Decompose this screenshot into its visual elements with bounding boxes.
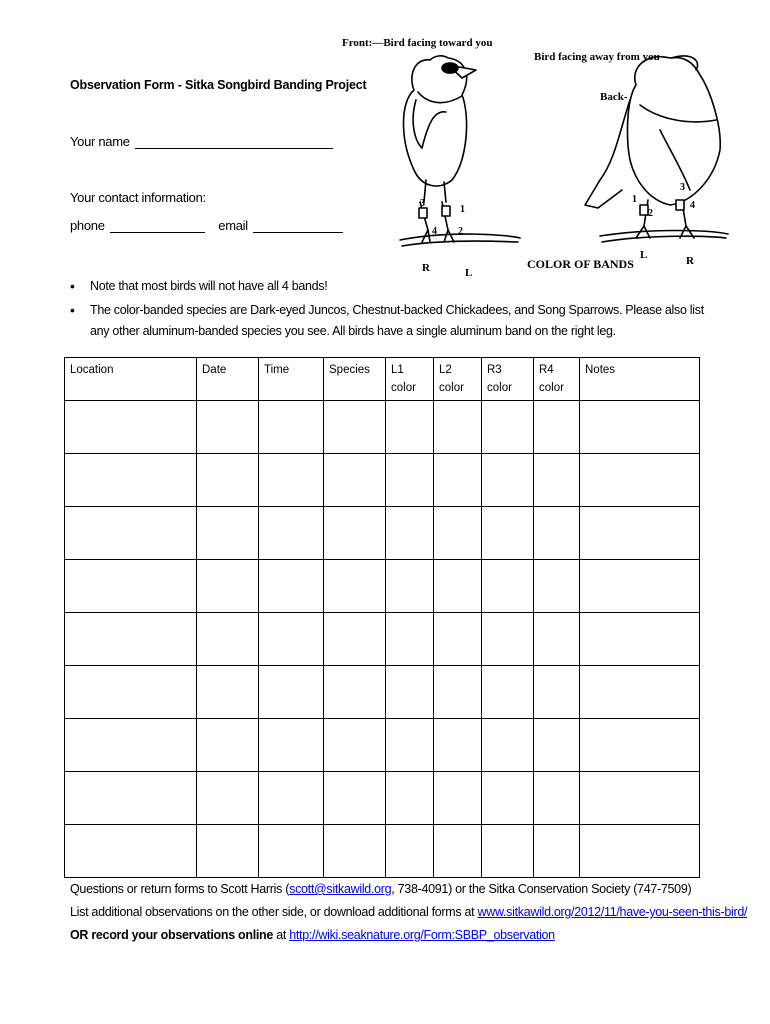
table-cell[interactable] xyxy=(259,719,324,772)
name-input-line[interactable] xyxy=(135,135,333,149)
table-cell[interactable] xyxy=(197,401,259,454)
table-cell[interactable] xyxy=(386,401,434,454)
table-cell[interactable] xyxy=(65,719,197,772)
table-cell[interactable] xyxy=(324,666,386,719)
table-cell[interactable] xyxy=(534,772,580,825)
observation-table xyxy=(64,357,700,878)
contact-label: Your contact information: xyxy=(70,190,206,205)
table-cell[interactable] xyxy=(324,719,386,772)
footer-online-line xyxy=(70,924,747,947)
table-cell[interactable] xyxy=(534,613,580,666)
table-cell[interactable] xyxy=(259,401,324,454)
table-cell[interactable] xyxy=(534,825,580,878)
table-cell[interactable] xyxy=(580,613,700,666)
table-cell[interactable] xyxy=(534,719,580,772)
table-cell[interactable] xyxy=(434,454,482,507)
table-row xyxy=(65,666,700,719)
back-band-4: 4 xyxy=(690,200,695,211)
back-band-1: 1 xyxy=(632,194,637,205)
table-cell[interactable] xyxy=(434,507,482,560)
table-cell[interactable] xyxy=(482,772,534,825)
name-field-row xyxy=(70,134,333,149)
front-band-1: 1 xyxy=(460,204,465,215)
table-cell[interactable] xyxy=(259,507,324,560)
table-cell[interactable] xyxy=(324,560,386,613)
table-row xyxy=(65,719,700,772)
table-cell[interactable] xyxy=(65,666,197,719)
column-header-label: L2 xyxy=(439,364,452,376)
bird-band-diagram xyxy=(330,30,740,280)
table-row xyxy=(65,454,700,507)
back-band-2: 2 xyxy=(648,208,653,219)
table-cell[interactable] xyxy=(197,719,259,772)
footer-text: List additional observations on the other side, or download additional forms at xyxy=(70,905,478,919)
table-cell[interactable] xyxy=(386,719,434,772)
footer-contact-line xyxy=(70,878,747,901)
table-cell[interactable] xyxy=(65,560,197,613)
phone-input-line[interactable] xyxy=(110,219,205,233)
table-cell[interactable] xyxy=(259,825,324,878)
bands-label: COLOR OF BANDS xyxy=(527,257,634,271)
front-band-2: 2 xyxy=(458,226,463,237)
contact-email-link[interactable]: scott@sitkawild.org xyxy=(289,882,392,896)
column-header-label: Notes xyxy=(585,364,616,376)
table-cell[interactable] xyxy=(65,507,197,560)
email-label: email xyxy=(218,218,248,233)
column-header-sublabel: color xyxy=(539,382,564,394)
table-cell[interactable] xyxy=(534,666,580,719)
table-cell[interactable] xyxy=(65,401,197,454)
column-header-label: R3 xyxy=(487,364,502,376)
column-header xyxy=(259,358,324,401)
front-right-leg-label: R xyxy=(422,262,430,274)
table-cell[interactable] xyxy=(197,560,259,613)
table-cell[interactable] xyxy=(386,613,434,666)
front-caption: Front:—Bird facing toward you xyxy=(342,37,493,49)
table-cell[interactable] xyxy=(386,666,434,719)
table-row xyxy=(65,772,700,825)
table-cell[interactable] xyxy=(580,719,700,772)
column-header-sublabel: color xyxy=(487,382,512,394)
table-cell[interactable] xyxy=(65,772,197,825)
table-cell[interactable] xyxy=(324,401,386,454)
table-cell[interactable] xyxy=(197,772,259,825)
column-header-label: Location xyxy=(70,364,114,376)
table-cell[interactable] xyxy=(434,560,482,613)
footer-text: at xyxy=(273,928,290,942)
instructions xyxy=(70,276,710,345)
table-row xyxy=(65,825,700,878)
footer xyxy=(70,878,747,947)
table-cell[interactable] xyxy=(324,613,386,666)
form-title: Observation Form - Sitka Songbird Banding Project xyxy=(70,78,367,92)
table-cell[interactable] xyxy=(65,613,197,666)
note-bullet: • The color-banded species are Dark-eyed Juncos, Chestnut-backed Chickadees, and Song Sparrows. Please also list any other aluminum-banded species you see. All birds have a single aluminum band on the right leg. xyxy=(70,300,710,342)
column-header xyxy=(534,358,580,401)
download-forms-link[interactable]: www.sitkawild.org/2012/11/have-you-seen-this-bird/ xyxy=(477,905,748,919)
table-cell[interactable] xyxy=(534,454,580,507)
back-left-leg-label: L xyxy=(640,249,648,261)
table-cell[interactable] xyxy=(386,454,434,507)
table-cell[interactable] xyxy=(197,825,259,878)
table-cell[interactable] xyxy=(259,454,324,507)
table-cell[interactable] xyxy=(434,666,482,719)
table-cell[interactable] xyxy=(482,666,534,719)
column-header xyxy=(197,358,259,401)
table-cell[interactable] xyxy=(259,560,324,613)
column-header-label: R4 xyxy=(539,364,554,376)
table-cell[interactable] xyxy=(259,666,324,719)
table-cell[interactable] xyxy=(482,560,534,613)
table-cell[interactable] xyxy=(386,772,434,825)
table-cell[interactable] xyxy=(386,825,434,878)
table-cell[interactable] xyxy=(324,454,386,507)
back-label: Back- xyxy=(600,91,628,103)
footer-text: Questions or return forms to Scott Harris ( xyxy=(70,882,290,896)
contact-field-row xyxy=(70,218,343,233)
table-header-row xyxy=(65,358,700,401)
table-cell[interactable] xyxy=(197,507,259,560)
table-cell[interactable] xyxy=(65,825,197,878)
table-cell[interactable] xyxy=(534,401,580,454)
table-cell[interactable] xyxy=(434,772,482,825)
back-band-3: 3 xyxy=(680,182,685,193)
table-cell[interactable] xyxy=(324,772,386,825)
table-cell[interactable] xyxy=(434,401,482,454)
front-bird-icon xyxy=(400,56,520,246)
column-header-sublabel: color xyxy=(391,382,416,394)
column-header xyxy=(65,358,197,401)
table-cell[interactable] xyxy=(434,825,482,878)
back-bird-icon xyxy=(585,56,728,242)
table-cell[interactable] xyxy=(386,507,434,560)
table-cell[interactable] xyxy=(580,772,700,825)
table-cell[interactable] xyxy=(580,825,700,878)
column-header-label: Species xyxy=(329,364,370,376)
column-header-label: L1 xyxy=(391,364,404,376)
column-header xyxy=(324,358,386,401)
back-caption: Bird facing away from you xyxy=(534,51,660,63)
note-bullet: • Note that most birds will not have all 4 bands! xyxy=(70,276,710,297)
table-cell[interactable] xyxy=(534,507,580,560)
front-band-3: 3 xyxy=(420,198,425,209)
front-left-leg-label: L xyxy=(465,267,473,279)
table-cell[interactable] xyxy=(197,454,259,507)
phone-label: phone xyxy=(70,218,105,233)
table-cell[interactable] xyxy=(65,454,197,507)
footer-download-line xyxy=(70,901,747,924)
table-cell[interactable] xyxy=(324,825,386,878)
column-header-label: Time xyxy=(264,364,290,376)
table-row xyxy=(65,401,700,454)
footer-bold-text: OR record your observations online xyxy=(70,928,274,942)
online-form-link[interactable]: http://wiki.seaknature.org/Form:SBBP_observation xyxy=(289,928,555,942)
table-cell[interactable] xyxy=(434,613,482,666)
table-cell[interactable] xyxy=(534,560,580,613)
table-cell[interactable] xyxy=(580,454,700,507)
table-cell[interactable] xyxy=(386,560,434,613)
table-cell[interactable] xyxy=(197,613,259,666)
table-cell[interactable] xyxy=(580,560,700,613)
column-header xyxy=(482,358,534,401)
table-row xyxy=(65,560,700,613)
table-cell[interactable] xyxy=(482,613,534,666)
table-cell[interactable] xyxy=(197,666,259,719)
back-right-leg-label: R xyxy=(686,255,694,267)
table-cell[interactable] xyxy=(324,507,386,560)
column-header xyxy=(580,358,700,401)
column-header-label: Date xyxy=(202,364,227,376)
footer-text: , 738-4091) or the Sitka Conservation Society (747-7509) xyxy=(391,882,692,896)
table-cell[interactable] xyxy=(259,613,324,666)
name-label: Your name xyxy=(70,134,130,149)
table-cell[interactable] xyxy=(482,401,534,454)
front-band-4: 4 xyxy=(432,226,437,237)
table-cell[interactable] xyxy=(580,507,700,560)
column-header-sublabel: color xyxy=(439,382,464,394)
table-cell[interactable] xyxy=(580,666,700,719)
table-row xyxy=(65,613,700,666)
table-cell[interactable] xyxy=(482,454,534,507)
table-cell[interactable] xyxy=(259,772,324,825)
column-header xyxy=(434,358,482,401)
column-header xyxy=(386,358,434,401)
table-cell[interactable] xyxy=(482,719,534,772)
table-cell[interactable] xyxy=(482,507,534,560)
table-cell[interactable] xyxy=(580,401,700,454)
table-row xyxy=(65,507,700,560)
table-cell[interactable] xyxy=(434,719,482,772)
table-cell[interactable] xyxy=(482,825,534,878)
